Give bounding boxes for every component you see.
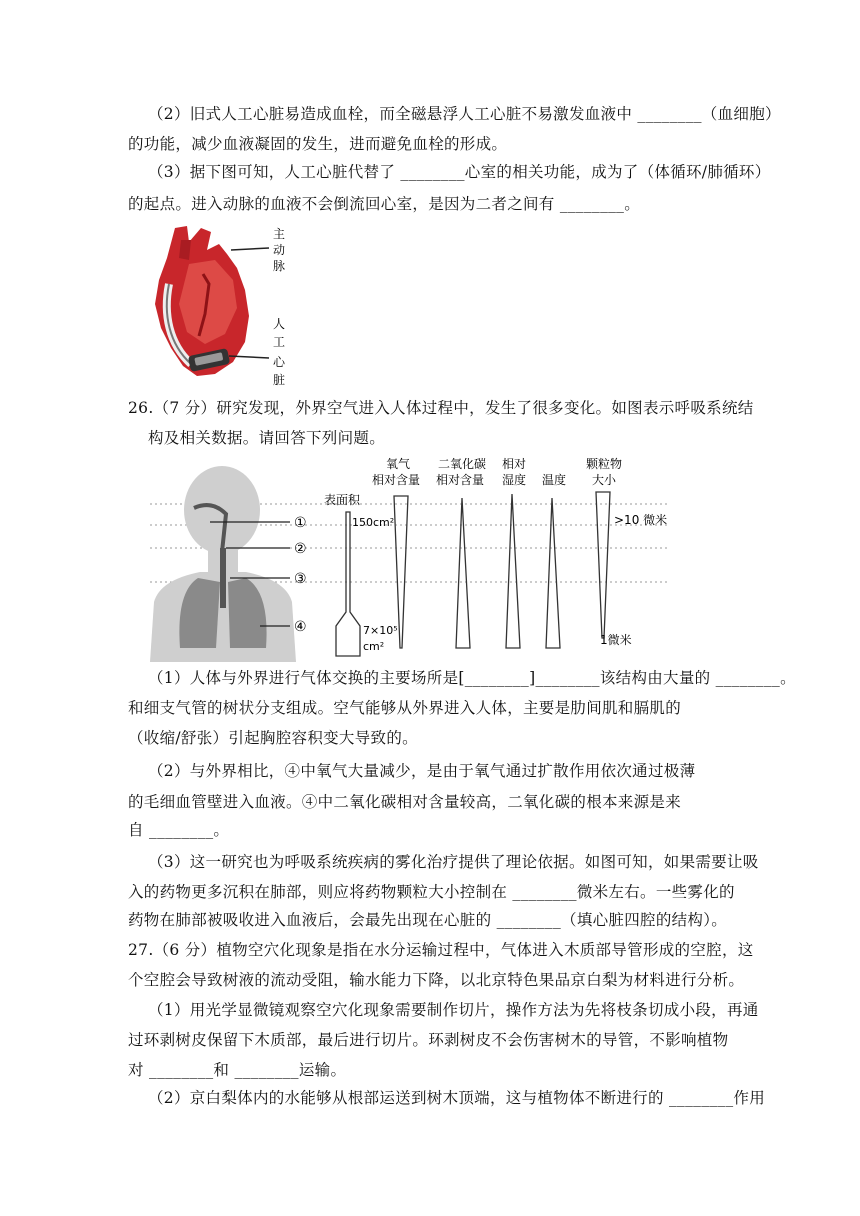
q26-line1: 26.（7 分）研究发现，外界空气进入人体过程中，发生了很多变化。如图表示呼吸系统结 [128, 399, 754, 417]
co2-wedge [456, 498, 470, 648]
q26-2-line2: 的毛细血管壁进入血液。④中二氧化碳相对含量较高，二氧化碳的根本来源是来 [128, 793, 682, 811]
q26-2-line3: 自 ________。 [128, 821, 230, 839]
particle-top-label: >10 微米 [614, 513, 668, 527]
human-body-silhouette [150, 466, 296, 662]
surface-area-bottom-1: 7×10⁵ [363, 624, 398, 637]
q25-2-line2: 的功能，减少血液凝固的发生，进而避免血栓的形成。 [128, 135, 508, 153]
aorta-label-1: 主 [273, 227, 286, 241]
surface-area-title: 表面积 [324, 493, 361, 507]
marker-4: ④ [294, 619, 307, 635]
artificial-heart-label-4: 脏 [273, 373, 286, 387]
q26-1-line3: （收缩/舒张）引起胸腔容积变大导致的。 [128, 729, 418, 747]
col-particle-2: 大小 [592, 473, 617, 487]
marker-1: ① [294, 515, 307, 531]
q26-1-line2: 和细支气管的树状分支组成。空气能够从外界进入人体，主要是肋间肌和膈肌的 [128, 699, 682, 717]
temperature-wedge [546, 498, 560, 648]
col-humidity-2: 湿度 [502, 473, 527, 487]
artificial-heart-label-1: 人 [273, 317, 286, 331]
col-humidity-1: 相对 [502, 457, 527, 471]
q26-3-line1: （3）这一研究也为呼吸系统疾病的雾化治疗提供了理论依据。如图可知，如果需要让吸 [148, 853, 759, 871]
q27-line1: 27.（6 分）植物空穴化现象是指在水分运输过程中，气体进入木质部导管形成的空腔，这 [128, 941, 754, 959]
q26-2-line1: （2）与外界相比，④中氧气大量减少，是由于氧气通过扩散作用依次通过极薄 [148, 762, 696, 780]
q25-2-line1: （2）旧式人工心脏易造成血栓，而全磁悬浮人工心脏不易激发血液中 ________（血细胞） [148, 105, 781, 123]
q27-1-line2: 过环剥树皮保留下木质部，最后进行切片。环剥树皮不会伤害树木的导管，不影响植物 [128, 1031, 729, 1049]
q26-3-line3: 药物在肺部被吸收进入血液后，会最先出现在心脏的 ________（填心脏四腔的结构）。 [128, 911, 728, 929]
particle-bottom-label: 1微米 [600, 633, 632, 647]
col-co2-2: 相对含量 [436, 473, 485, 487]
col-temperature-1: 温度 [542, 473, 567, 487]
col-oxygen-1: 氧气 [386, 457, 411, 471]
heart-illustration [155, 226, 249, 376]
q27-1-line1: （1）用光学显微镜观察空穴化现象需要制作切片，操作方法为先将枝条切成小段，再通 [148, 1001, 759, 1019]
col-particle-1: 颗粒物 [586, 457, 623, 471]
col-oxygen-2: 相对含量 [372, 473, 421, 487]
artificial-heart-label-3: 心 [273, 355, 286, 369]
q27-2-line1: （2）京白梨体内的水能够从根部运送到树木顶端，这与植物体不断进行的 ________作用 [148, 1089, 765, 1107]
q25-3-line1: （3）据下图可知，人工心脏代替了 ________心室的相关功能，成为了（体循环/肺循环） [148, 163, 771, 181]
aorta-label-3: 脉 [273, 259, 286, 273]
aorta-label-2: 动 [273, 243, 286, 257]
q27-line2: 个空腔会导致树液的流动受阻，输水能力下降，以北京特色果品京白梨为材料进行分析。 [128, 971, 745, 989]
marker-2: ② [294, 541, 307, 557]
humidity-wedge [506, 494, 520, 648]
artificial-heart-figure [145, 224, 295, 390]
col-co2-1: 二氧化碳 [438, 457, 487, 471]
particle-wedge [596, 492, 610, 638]
q26-3-line2: 入的药物更多沉积在肺部，则应将药物颗粒大小控制在 ________微米左右。一些雾化的 [128, 883, 735, 901]
q25-3-line2: 的起点。进入动脉的血液不会倒流回心室，是因为二者之间有 ________。 [128, 195, 641, 213]
surface-area-top: 150cm² [352, 516, 395, 529]
q26-1-line1: （1）人体与外界进行气体交换的主要场所是[________]________该结构由大量的 ________。 [148, 669, 796, 687]
marker-3: ③ [294, 571, 307, 587]
surface-area-bottom-2: cm² [363, 640, 385, 653]
respiratory-system-diagram [150, 452, 680, 662]
q26-line2: 构及相关数据。请回答下列问题。 [148, 429, 386, 447]
artificial-heart-label-2: 工 [273, 335, 286, 349]
q27-1-line3: 对 ________和 ________运输。 [128, 1061, 347, 1079]
